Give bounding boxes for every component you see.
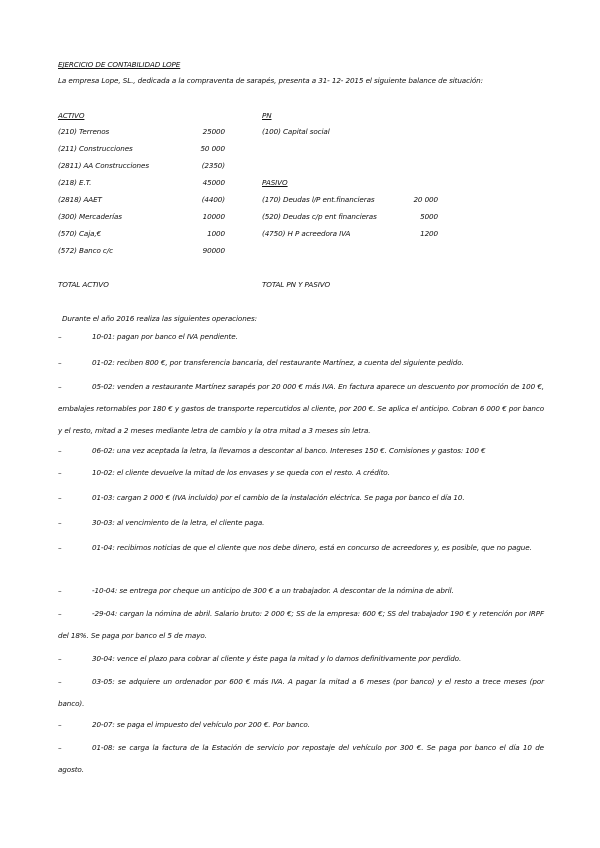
operation-text: -10-04: se entrega por cheque un anticipo de 300 € a un trabajador. A descontar de la nómina de abril.: [92, 586, 454, 595]
intro-text: La empresa Lope, SL., dedicada a la compraventa de sarapés, presenta a 31- 12- 2015 el siguiente balance de situación:: [58, 76, 483, 85]
dash-bullet: [58, 487, 92, 509]
dash-bullet: [58, 440, 92, 462]
pasivo-value: 1200: [420, 229, 438, 238]
operation-text: 01-02: reciben 800 €, por transferencia bancaria, del restaurante Martínez, a cuenta del siguiente pedido.: [92, 358, 464, 367]
page-title: EJERCICIO DE CONTABILIDAD LOPE: [58, 60, 181, 69]
dash-bullet: [58, 376, 92, 398]
activo-value: 90000: [202, 246, 225, 255]
activo-value: 45000: [202, 178, 225, 187]
dash-bullet: [58, 462, 92, 484]
dash-bullet: [58, 512, 92, 534]
operation-text: 01-08: se carga la factura de la Estación de servicio por repostaje del vehículo por 300 €. Se paga por banco el día 10 de agosto.: [58, 743, 544, 774]
operation-text: 10-02: el cliente devuelve la mitad de los envases y se queda con el resto. A crédito.: [92, 468, 390, 477]
operation-text: -29-04: cargan la nómina de abril. Salario bruto: 2 000 €; SS de la empresa: 600 €; SS del trabajador 190 € y retención por IRPF del 18%. Se paga por banco el 5 de mayo.: [58, 609, 544, 640]
pasivo-label: (170) Deudas l/P ent.financieras: [262, 195, 375, 204]
pn-heading: PN: [262, 111, 272, 120]
operation-item: [58, 671, 544, 715]
activo-value: 10000: [202, 212, 225, 221]
operation-text: 30-03: al vencimiento de la letra, el cliente paga.: [92, 518, 265, 527]
pasivo-heading: PASIVO: [262, 178, 288, 187]
operation-text: 01-04: recibimos noticias de que el cliente que nos debe dinero, está en concurso de acreedores y, es posible, que no pague.: [92, 543, 532, 552]
activo-label: (572) Banco c/c: [58, 246, 113, 255]
dash-bullet: [58, 603, 92, 625]
operation-text: 10-01: pagan por banco el IVA pendiente.: [92, 332, 238, 341]
operation-item: [58, 326, 544, 348]
operation-text: 06-02: una vez aceptada la letra, la llevamos a descontar al banco. Intereses 150 €. Comisiones y gastos: 100 €: [92, 446, 486, 455]
activo-label: (210) Terrenos: [58, 127, 110, 136]
pasivo-label: (4750) H P acreedora IVA: [262, 229, 351, 238]
dash-bullet: [58, 580, 92, 602]
operations-intro: Durante el año 2016 realiza las siguientes operaciones:: [62, 314, 257, 323]
dash-bullet: [58, 326, 92, 348]
pasivo-value: 20 000: [413, 195, 438, 204]
operation-text: 03-05: se adquiere un ordenador por 600 € más IVA. A pagar la mitad a 6 meses (por banco) y el resto a trece meses (por banco).: [58, 677, 544, 708]
dash-bullet: [58, 671, 92, 693]
operation-item: [58, 376, 544, 442]
operation-item: [58, 440, 544, 462]
dash-bullet: [58, 648, 92, 670]
activo-label: (300) Mercaderías: [58, 212, 122, 221]
operation-item: [58, 603, 544, 647]
dash-bullet: [58, 537, 92, 559]
activo-label: (218) E.T.: [58, 178, 92, 187]
pn-label: (100) Capital social: [262, 127, 330, 136]
activo-value: 25000: [202, 127, 225, 136]
operation-item: [58, 537, 544, 559]
pasivo-value: 5000: [420, 212, 438, 221]
operation-item: [58, 462, 544, 484]
operation-item: [58, 352, 544, 374]
dash-bullet: [58, 714, 92, 736]
activo-value: 50 000: [200, 144, 225, 153]
activo-label: (2818) AAET: [58, 195, 102, 204]
operation-text: 20-07: se paga el impuesto del vehículo por 200 €. Por banco.: [92, 720, 310, 729]
activo-label: (211) Construcciones: [58, 144, 133, 153]
operation-item: [58, 648, 544, 670]
activo-heading: ACTIVO: [58, 111, 85, 120]
operation-text: 30-04: vence el plazo para cobrar al cliente y éste paga la mitad y lo damos definitivamente por perdido.: [92, 654, 462, 663]
operation-item: [58, 580, 544, 602]
activo-value: (2350): [201, 161, 225, 170]
operation-item: [58, 737, 544, 781]
dash-bullet: [58, 737, 92, 759]
activo-value: (4400): [201, 195, 225, 204]
operation-item: [58, 714, 544, 736]
total-activo: TOTAL ACTIVO: [58, 280, 109, 289]
total-pn-pasivo: TOTAL PN Y PASIVO: [262, 280, 331, 289]
dash-bullet: [58, 352, 92, 374]
activo-value: 1000: [207, 229, 225, 238]
operation-item: [58, 487, 544, 509]
pasivo-label: (520) Deudas c/p ent financieras: [262, 212, 377, 221]
operation-item: [58, 512, 544, 534]
activo-label: (2811) AA Construcciones: [58, 161, 149, 170]
operation-text: 01-03: cargan 2 000 € (IVA incluido) por el cambio de la instalación eléctrica. Se paga por banco el día 10.: [92, 493, 465, 502]
operation-text: 05-02: venden a restaurante Martínez sarapés por 20 000 € más IVA. En factura aparece un descuento por promoción de 100 €, embalajes retornables por 180 € y gastos de transporte repercutidos al cliente, por 200 €. Se aplica el anticipo. Cobran 6 000 € por banco y el resto, mitad a 2 meses mediante letra de cambio y la otra mitad a 3 meses sin letra.: [58, 382, 544, 435]
activo-label: (570) Caja,€: [58, 229, 102, 238]
